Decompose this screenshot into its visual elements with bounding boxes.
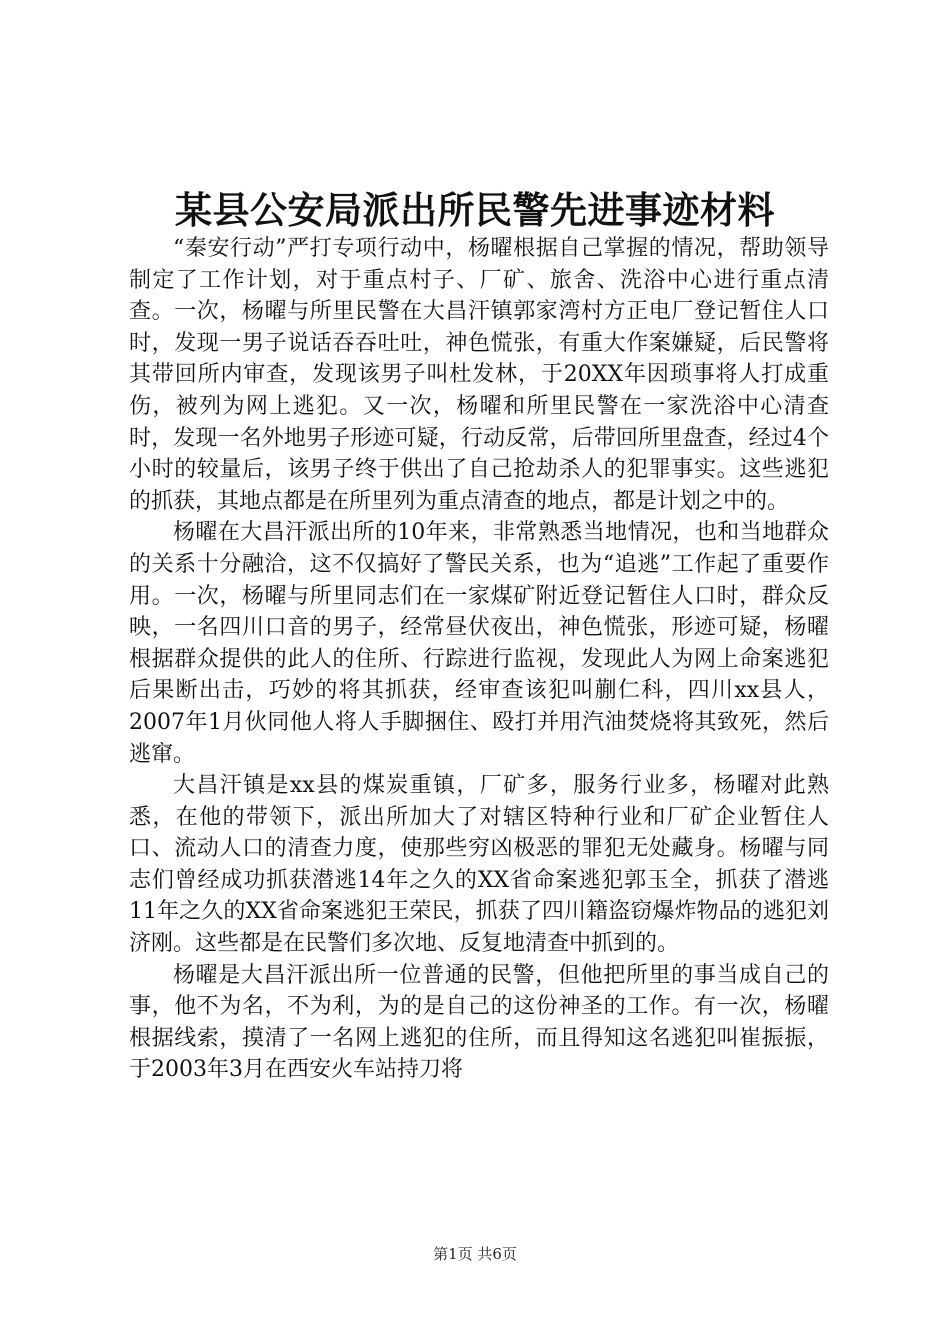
paragraph: 大昌汗镇是xx县的煤炭重镇，厂矿多，服务行业多，杨曜对此熟悉，在他的带领下，派出所加大了对辖区特种行业和厂矿企业暂住人口、流动人口的清查力度，使那些穷凶极恶的罪犯无处藏身。杨曜与同志们曾经成功抓获潜逃14年之久的XX省命案逃犯郭玉全，抓获了潜逃11年之久的XX省命案逃犯王荣民，抓获了四川籍盗窃爆炸物品的逃犯刘济刚。这些都是在民警们多次地、反复地清查中抓到的。 [129,773,829,957]
paragraph: 杨曜在大昌汗派出所的10年来，非常熟悉当地情况，也和当地群众的关系十分融洽，这不仅搞好了警民关系，也为“追逃”工作起了重要作用。一次，杨曜与所里同志们在一家煤矿附近登记暂住人口时，群众反映，一名四川口音的男子，经常昼伏夜出，神色慌张，形迹可疑，杨曜根据群众提供的此人的住所、行踪进行监视，发现此人为网上命案逃犯后果断出击，巧妙的将其抓获，经审查该犯叫蒯仁科，四川xx县人，2007年1月伙同他人将人手脚捆住、殴打并用汽油焚烧将其致死，然后逃窜。 [129,520,829,767]
paragraph: “秦安行动”严打专项行动中，杨曜根据自己掌握的情况，帮助领导制定了工作计划，对于重点村子、厂矿、旅舍、洗浴中心进行重点清查。一次，杨曜与所里民警在大昌汗镇郭家湾村方正电厂登记暂住人口时，发现一男子说话吞吞吐吐，神色慌张，有重大作案嫌疑，后民警将其带回所内审查，发现该男子叫杜发林，于20XX年因琐事将人打成重伤，被列为网上逃犯。又一次，杨曜和所里民警在一家洗浴中心清查时，发现一名外地男子形迹可疑，行动反常，后带回所里盘查，经过4个小时的较量后，该男子终于供出了自己抢劫杀人的犯罪事实。这些逃犯的抓获，其地点都是在所里列为重点清查的地点，都是计划之中的。 [129,236,829,514]
document-title: 某县公安局派出所民警先进事迹材料 [175,188,775,232]
document-body [129,233,829,1086]
page-number-footer: 第1页 共6页 [433,1245,517,1263]
paragraph: 杨曜是大昌汗派出所一位普通的民警，但他把所里的事当成自己的事，他不为名，不为利，为的是自己的这份神圣的工作。有一次，杨曜根据线索，摸清了一名网上逃犯的住所，而且得知这名逃犯叫崔振振，于2003年3月在西安火车站持刀将 [129,962,829,1083]
